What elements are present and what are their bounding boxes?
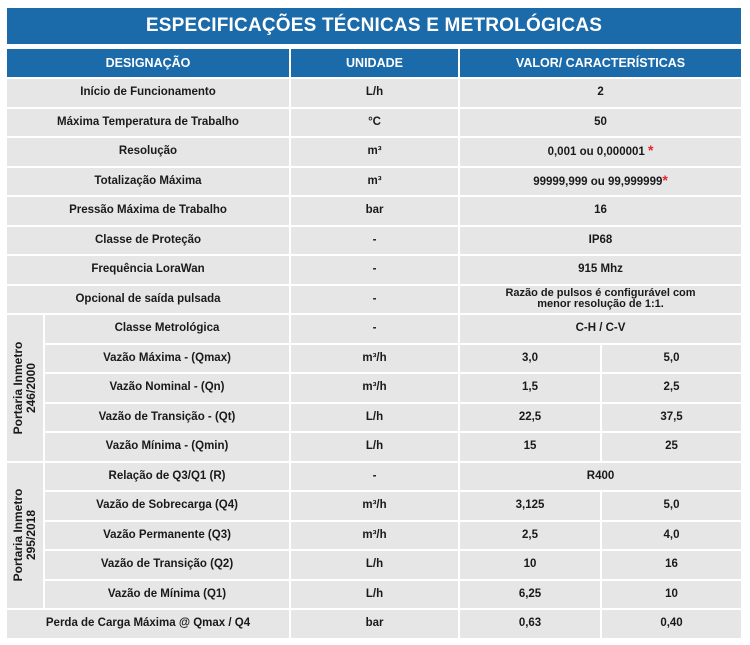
group-label-246-2000 bbox=[7, 315, 43, 461]
table-row bbox=[7, 286, 741, 314]
spec-sheet bbox=[7, 8, 741, 640]
row-label: Máxima Temperatura de Trabalho bbox=[7, 109, 289, 137]
row-value-a: 2,5 bbox=[460, 522, 600, 550]
row-unit: m³ bbox=[291, 168, 458, 196]
row-value-a: 3,125 bbox=[460, 492, 600, 520]
row-value-b: 2,5 bbox=[602, 374, 741, 402]
value-text: 99999,999 ou 99,999999 bbox=[533, 175, 663, 188]
row-value-a: 1,5 bbox=[460, 374, 600, 402]
group-label-line-1: Portaria Inmetro bbox=[11, 488, 25, 582]
row-label: Perda de Carga Máxima @ Qmax / Q4 bbox=[7, 610, 289, 638]
row-value-b: 37,5 bbox=[602, 404, 741, 432]
row-unit: L/h bbox=[291, 581, 458, 609]
table-row bbox=[7, 345, 741, 373]
row-unit: - bbox=[291, 286, 458, 314]
table-row bbox=[7, 433, 741, 461]
row-value bbox=[460, 138, 741, 166]
row-unit: L/h bbox=[291, 551, 458, 579]
row-value-a: 15 bbox=[460, 433, 600, 461]
row-unit: m³/h bbox=[291, 522, 458, 550]
row-unit: m³/h bbox=[291, 374, 458, 402]
table-row bbox=[7, 404, 741, 432]
row-label: Totalização Máxima bbox=[7, 168, 289, 196]
row-label: Classe de Proteção bbox=[7, 227, 289, 255]
table-row bbox=[7, 492, 741, 520]
table-row bbox=[7, 138, 741, 166]
table-row bbox=[7, 551, 741, 579]
row-value-a: 3,0 bbox=[460, 345, 600, 373]
row-value: IP68 bbox=[460, 227, 741, 255]
row-unit: L/h bbox=[291, 79, 458, 107]
row-value-a: 6,25 bbox=[460, 581, 600, 609]
row-unit: - bbox=[291, 227, 458, 255]
table-row bbox=[7, 463, 741, 491]
row-unit: L/h bbox=[291, 404, 458, 432]
sheet-title: ESPECIFICAÇÕES TÉCNICAS E METROLÓGICAS bbox=[7, 8, 741, 44]
group-label-line-1: Portaria Inmetro bbox=[11, 341, 25, 435]
table-row bbox=[7, 315, 741, 343]
row-label: Opcional de saída pulsada bbox=[7, 286, 289, 314]
group-label-295-2018 bbox=[7, 463, 43, 609]
row-unit: m³/h bbox=[291, 492, 458, 520]
table-row bbox=[7, 610, 741, 638]
row-label: Resolução bbox=[7, 138, 289, 166]
table-row bbox=[7, 581, 741, 609]
row-value bbox=[460, 168, 741, 196]
table-row bbox=[7, 79, 741, 107]
row-label: Pressão Máxima de Trabalho bbox=[7, 197, 289, 225]
row-value-b: 5,0 bbox=[602, 345, 741, 373]
row-label: Vazão Nominal - (Qn) bbox=[45, 374, 289, 402]
row-value: 50 bbox=[460, 109, 741, 137]
table-row bbox=[7, 197, 741, 225]
row-value-a: 0,63 bbox=[460, 610, 600, 638]
row-value-b: 5,0 bbox=[602, 492, 741, 520]
row-unit: m³ bbox=[291, 138, 458, 166]
header-unidade: UNIDADE bbox=[291, 49, 458, 77]
table-row bbox=[7, 256, 741, 284]
row-unit: L/h bbox=[291, 433, 458, 461]
row-unit: - bbox=[291, 315, 458, 343]
row-value-a: 10 bbox=[460, 551, 600, 579]
row-label: Frequência LoraWan bbox=[7, 256, 289, 284]
row-unit: °C bbox=[291, 109, 458, 137]
row-value: 2 bbox=[460, 79, 741, 107]
table-row bbox=[7, 522, 741, 550]
row-label: Início de Funcionamento bbox=[7, 79, 289, 107]
row-label: Relação de Q3/Q1 (R) bbox=[45, 463, 289, 491]
row-unit: - bbox=[291, 256, 458, 284]
table-row bbox=[7, 168, 741, 196]
row-value: C-H / C-V bbox=[460, 315, 741, 343]
row-label: Vazão de Transição (Q2) bbox=[45, 551, 289, 579]
header-valor: VALOR/ CARACTERÍSTICAS bbox=[460, 49, 741, 77]
row-value: 16 bbox=[460, 197, 741, 225]
row-unit: bar bbox=[291, 610, 458, 638]
header-designacao: DESIGNAÇÃO bbox=[7, 49, 289, 77]
table-row bbox=[7, 109, 741, 137]
row-value bbox=[460, 286, 741, 314]
value-line-2: menor resolução de 1:1. bbox=[537, 298, 664, 311]
asterisk-icon: * bbox=[662, 171, 668, 188]
row-value-b: 25 bbox=[602, 433, 741, 461]
asterisk-icon: * bbox=[647, 142, 654, 159]
row-value-b: 16 bbox=[602, 551, 741, 579]
row-value-b: 4,0 bbox=[602, 522, 741, 550]
row-value-b: 0,40 bbox=[602, 610, 741, 638]
row-value-a: 22,5 bbox=[460, 404, 600, 432]
row-value-b: 10 bbox=[602, 581, 741, 609]
spec-table bbox=[5, 47, 743, 640]
table-row bbox=[7, 374, 741, 402]
group-label-line-2: 295/2018 bbox=[24, 510, 38, 561]
row-label: Vazão Mínima - (Qmin) bbox=[45, 433, 289, 461]
table-row bbox=[7, 227, 741, 255]
row-label: Vazão Permanente (Q3) bbox=[45, 522, 289, 550]
header-row bbox=[7, 49, 741, 77]
value-text: 0,001 ou 0,000001 bbox=[547, 146, 648, 159]
row-label: Vazão de Transição - (Qt) bbox=[45, 404, 289, 432]
row-value: R400 bbox=[460, 463, 741, 491]
row-unit: bar bbox=[291, 197, 458, 225]
row-label: Vazão Máxima - (Qmax) bbox=[45, 345, 289, 373]
row-unit: - bbox=[291, 463, 458, 491]
row-label: Vazão de Sobrecarga (Q4) bbox=[45, 492, 289, 520]
row-label: Vazão de Mínima (Q1) bbox=[45, 581, 289, 609]
row-label: Classe Metrológica bbox=[45, 315, 289, 343]
group-label-line-2: 246/2000 bbox=[24, 362, 38, 413]
row-unit: m³/h bbox=[291, 345, 458, 373]
row-value: 915 Mhz bbox=[460, 256, 741, 284]
value-line-1: Razão de pulsos é configurável com bbox=[505, 287, 696, 300]
